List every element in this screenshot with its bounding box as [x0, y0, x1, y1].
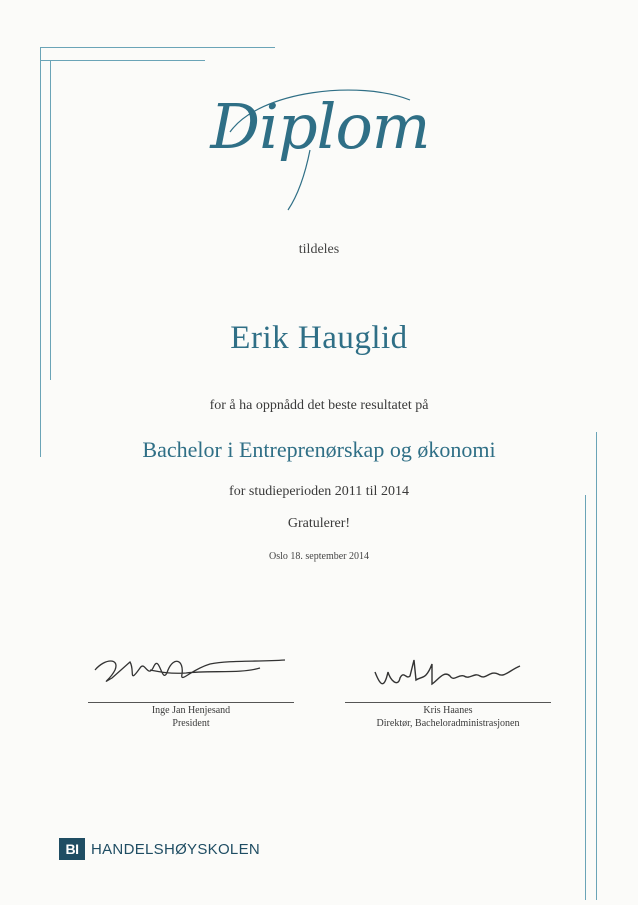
signature-director [370, 650, 540, 700]
signatory-director [330, 704, 566, 730]
signature-president [90, 640, 290, 700]
frame-top-line-inner [40, 60, 205, 61]
signature-line-president [88, 702, 294, 703]
logo-name: HANDELSHØYSKOLEN [91, 840, 261, 858]
signatory-role: President [172, 718, 210, 729]
signatory-role: Direktør, Bacheloradministrasjonen [376, 718, 520, 729]
signatory-president [88, 704, 294, 730]
achievement-text: for å ha oppnådd det beste resultatet på [209, 398, 429, 413]
signatory-name: Inge Jan Henjesand [151, 705, 231, 716]
congratulations-text: Gratulerer! [287, 516, 351, 531]
bi-logo [59, 838, 260, 860]
diploma-title [170, 70, 470, 220]
awarded-label: tildeles [298, 242, 340, 257]
frame-top-line [40, 47, 275, 48]
signatory-name: Kris Haanes [423, 705, 473, 716]
logo-mark: BI [59, 838, 85, 860]
program-name: Bachelor i Entreprenørskap og økonomi [142, 437, 496, 462]
signature-line-director [345, 702, 551, 703]
period-text: for studieperioden 2011 til 2014 [229, 484, 409, 499]
diploma-title-text: Diplom [210, 90, 430, 163]
frame-right-line [596, 432, 597, 900]
place-date: Oslo 18. september 2014 [269, 551, 369, 562]
recipient-name: Erik Hauglid [230, 320, 408, 356]
